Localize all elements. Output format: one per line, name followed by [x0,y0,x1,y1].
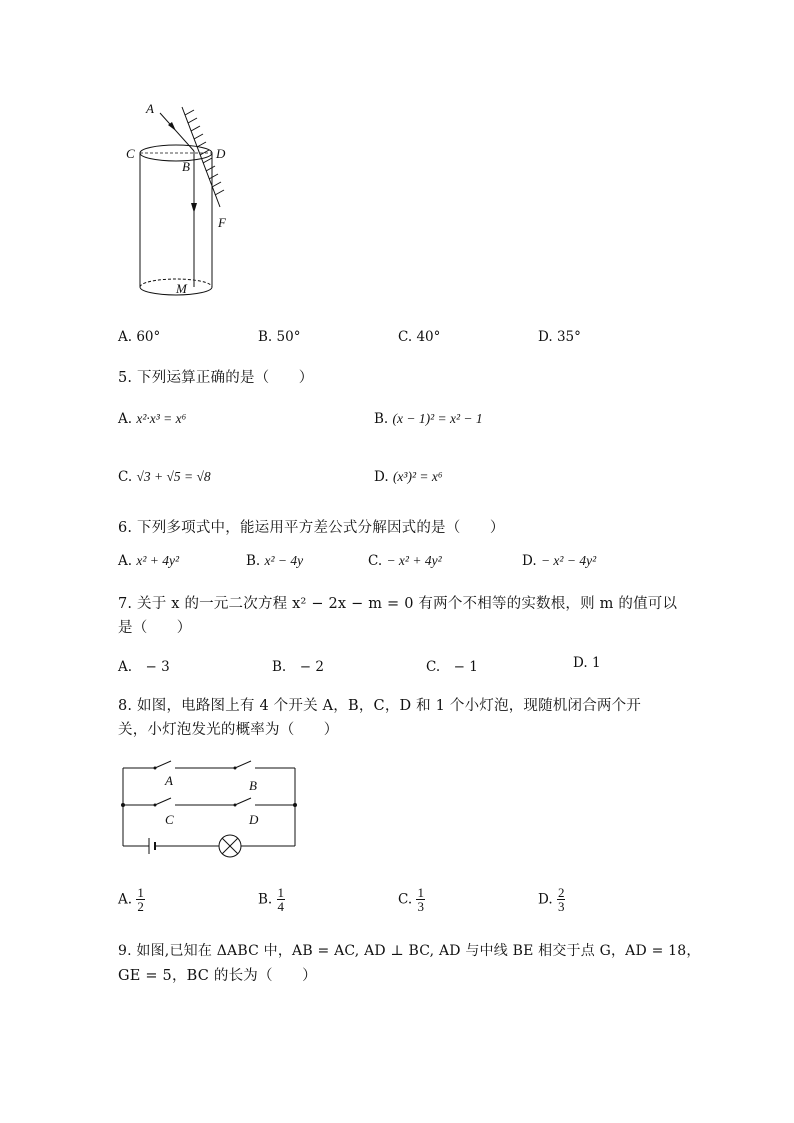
q8-option-b: B. $\frac{1}{4}$ [258,885,285,914]
circuit-label-c: C [165,812,174,827]
q6-option-d: D. − x² − 4y² [522,553,597,569]
q5-option-b: B. (x − 1)² = x² − 1 [374,411,483,427]
q7-stem-line2: 是（ ） [118,620,192,636]
circuit-label-b: B [249,778,257,793]
q4-option-b: B. 50° [258,329,301,345]
q8-stem-line2: 关，小灯泡发光的概率为（ ） [118,722,339,738]
circuit-label-a: A [165,773,173,788]
label-m: M [176,281,187,296]
circuit-figure [115,758,305,858]
q7-option-d: D. 1 [573,655,601,671]
q6-stem: 6. 下列多项式中，能运用平方差公式分解因式的是（ ） [118,520,505,536]
q8-option-c: C. $\frac{1}{3}$ [398,885,424,914]
q5-option-a: A. x²·x³ = x⁶ [118,411,187,427]
q6-option-c: C. − x² + 4y² [368,553,442,569]
q4-option-a: A. 60° [118,329,161,345]
q6-option-b: B. x² − 4y [246,553,304,569]
q7-option-a: A. − 3 [118,659,170,675]
q8-option-d: D. $\frac{2}{3}$ [538,885,565,914]
label-d: D [216,146,226,161]
circuit-label-d: D [249,812,259,827]
q7-stem-line1: 7. 关于 x 的一元二次方程 x² − 2x − m = 0 有两个不相等的实数根，则 m 的值可以 [118,596,678,612]
label-b: B [182,159,190,174]
q5-stem: 5. 下列运算正确的是（ ） [118,370,314,386]
q9-stem-line1: 9. 如图,已知在 ΔABC 中，AB = AC, AD ⊥ BC, AD 与中线 BE 相交于点 G，AD = 18， [118,943,701,959]
q7-option-b: B. − 2 [272,659,324,675]
q8-stem-line1: 8. 如图，电路图上有 4 个开关 A，B，C，D 和 1 个小灯泡，现随机闭合两个开 [118,698,641,714]
cylinder-mirror-figure [110,95,260,305]
label-c: C [126,146,135,161]
label-f: F [218,215,226,230]
q8-option-a: A. $\frac{1}{2}$ [118,885,144,914]
q4-option-d: D. 35° [538,329,581,345]
q5-option-d: D. (x³)² = x⁶ [374,469,443,485]
q7-option-c: C. − 1 [426,659,478,675]
q4-option-c: C. 40° [398,329,441,345]
q9-stem-line2: GE = 5，BC 的长为（ ） [118,968,317,984]
label-a: A [146,101,154,116]
q6-option-a: A. x² + 4y² [118,553,180,569]
q5-option-c: C. √3 + √5 = √8 [118,469,211,485]
